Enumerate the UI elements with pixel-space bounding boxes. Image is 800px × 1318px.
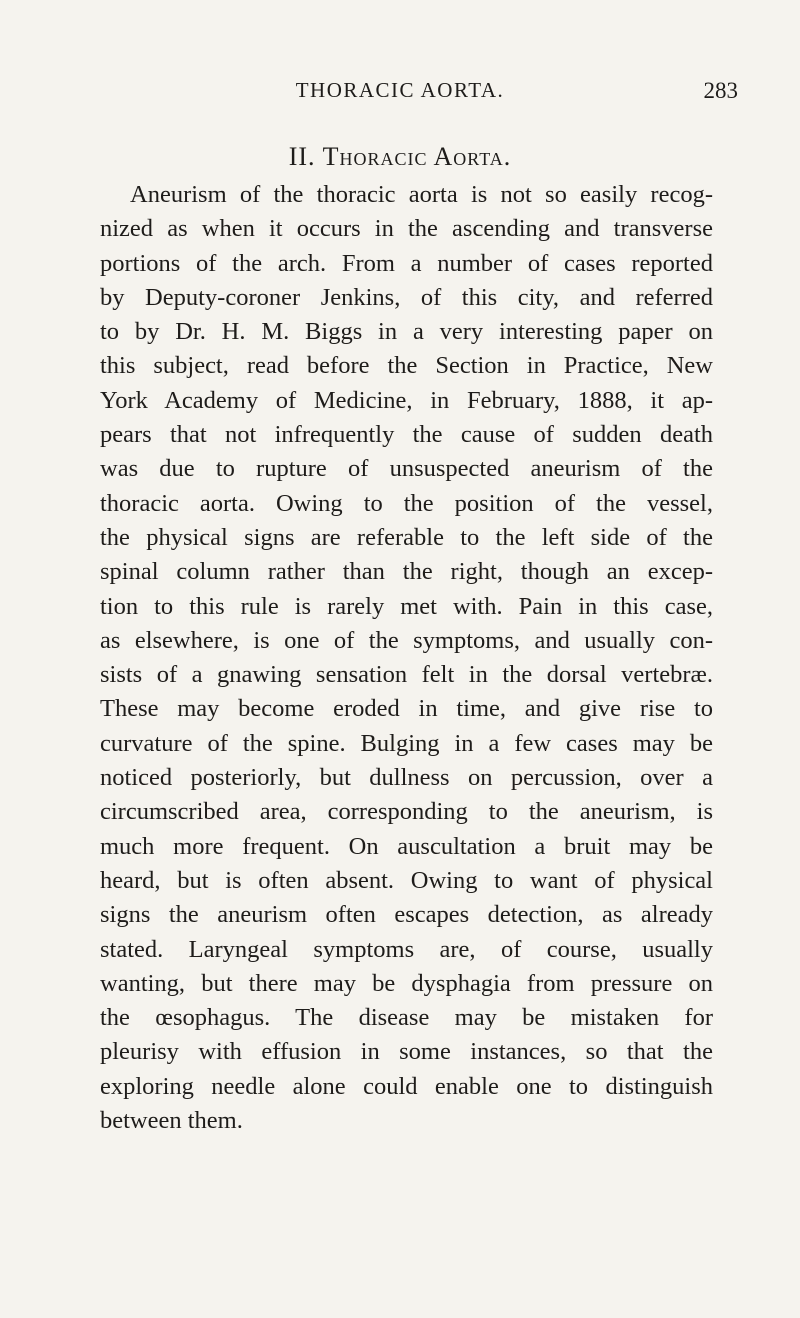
- text-line: to by Dr. H. M. Biggs in a very interesting paper on: [100, 318, 713, 346]
- text-line: sists of a gnawing sensation felt in the dorsal vertebræ.: [100, 661, 713, 689]
- text-line: was due to rupture of unsuspected aneurism of the: [100, 455, 713, 483]
- body-paragraph: [100, 178, 713, 1138]
- text-line: curvature of the spine. Bulging in a few cases may be: [100, 729, 713, 757]
- text-line: stated. Laryngeal symptoms are, of course, usually: [100, 935, 713, 963]
- text-line: tion to this rule is rarely met with. Pain in this case,: [100, 592, 713, 620]
- text-line: between them.: [100, 1107, 243, 1135]
- text-line: thoracic aorta. Owing to the position of the vessel,: [100, 489, 713, 517]
- running-header: [0, 78, 800, 108]
- text-line: These may become eroded in time, and give rise to: [100, 695, 713, 723]
- text-line: nized as when it occurs in the ascending and transverse: [100, 215, 713, 243]
- text-line: pears that not infrequently the cause of sudden death: [100, 421, 713, 449]
- text-line: Aneurism of the thoracic aorta is not so easily recog-: [130, 181, 713, 208]
- text-line: pleurisy with effusion in some instances, so that the: [100, 1038, 713, 1066]
- text-line: spinal column rather than the right, though an excep-: [100, 558, 713, 586]
- text-line: portions of the arch. From a number of cases reported: [100, 249, 713, 277]
- text-line: exploring needle alone could enable one to distinguish: [100, 1072, 713, 1100]
- text-line: the physical signs are referable to the left side of the: [100, 523, 713, 551]
- text-line: the œsophagus. The disease may be mistaken for: [100, 1004, 713, 1032]
- section-heading: II. Thoracic Aorta.: [288, 142, 512, 171]
- running-title: THORACIC AORTA.: [295, 78, 505, 102]
- text-line: much more frequent. On auscultation a bruit may be: [100, 832, 713, 860]
- text-line: noticed posteriorly, but dullness on percussion, over a: [100, 764, 713, 792]
- text-line: as elsewhere, is one of the symptoms, and usually con-: [100, 626, 713, 654]
- text-line: by Deputy-coroner Jenkins, of this city, and referred: [100, 283, 713, 311]
- text-line: York Academy of Medicine, in February, 1888, it ap-: [100, 386, 713, 414]
- text-line: wanting, but there may be dysphagia from pressure on: [100, 969, 713, 997]
- text-line: heard, but is often absent. Owing to want of physical: [100, 866, 713, 894]
- text-line: this subject, read before the Section in Practice, New: [100, 352, 713, 380]
- text-line: signs the aneurism often escapes detection, as already: [100, 901, 713, 929]
- page-number: 283: [703, 78, 738, 103]
- text-line: circumscribed area, corresponding to the aneurism, is: [100, 798, 713, 826]
